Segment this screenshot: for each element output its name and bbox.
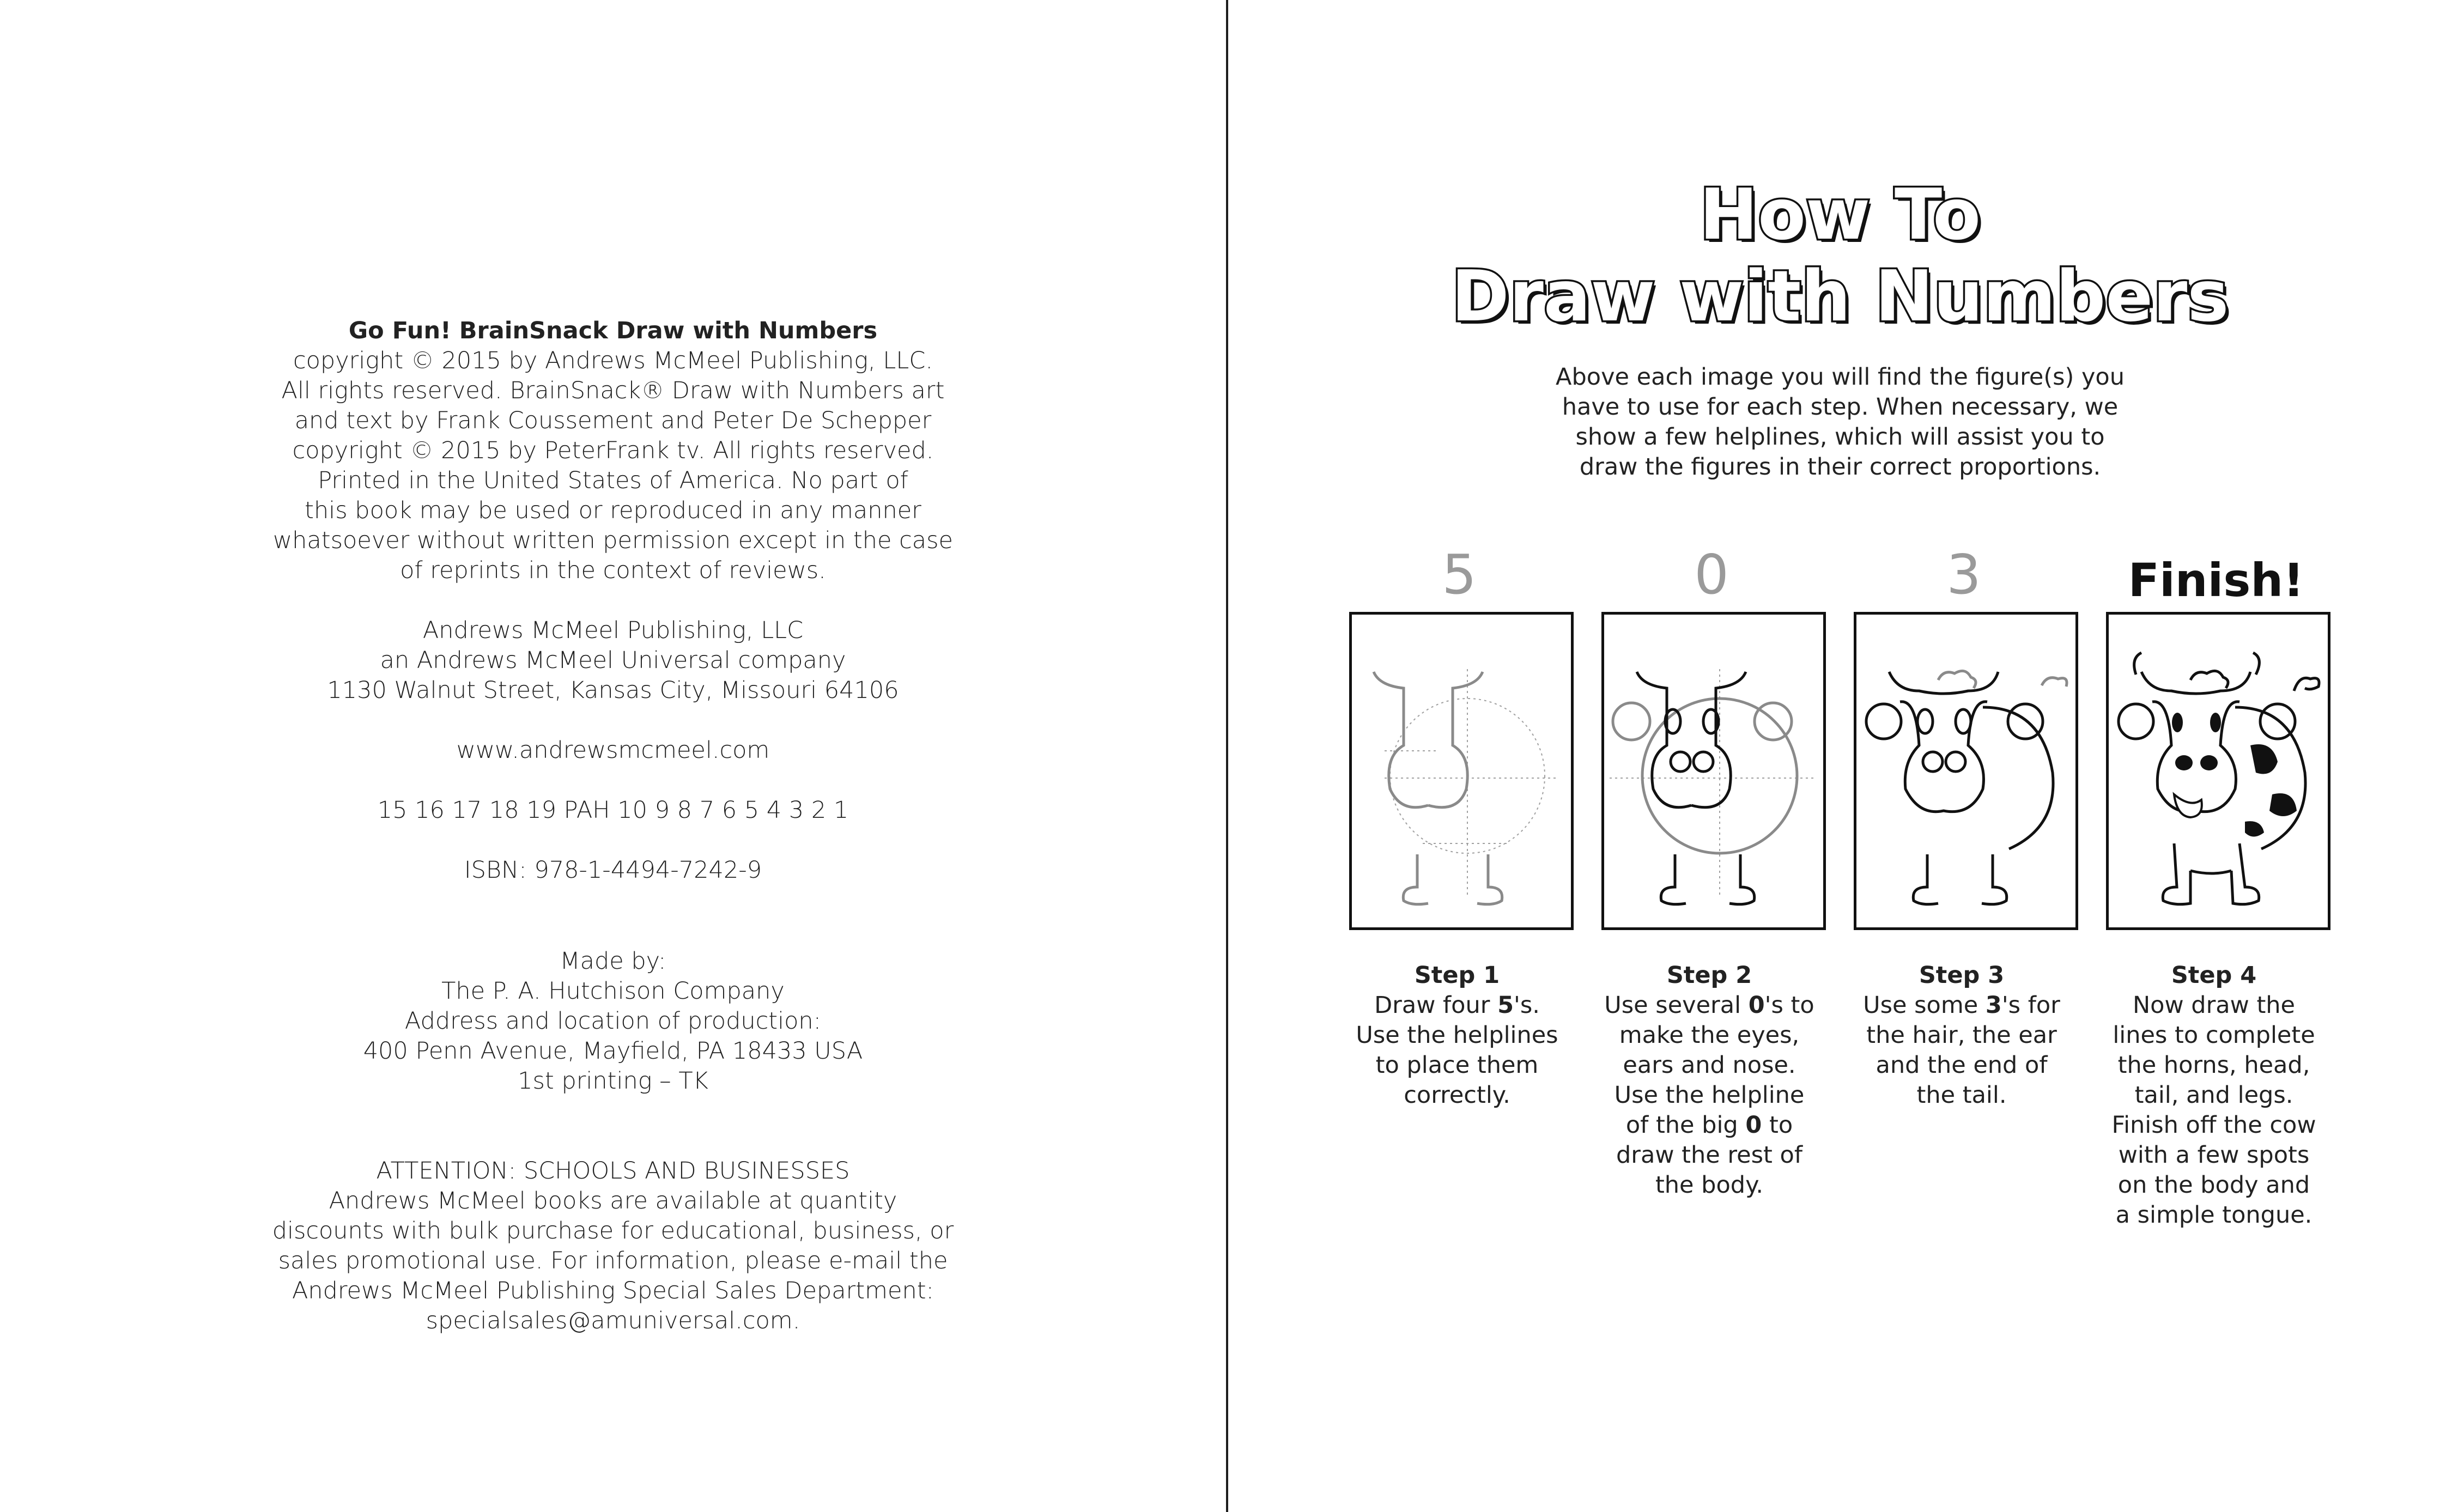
figure-number-emphasis: 3 <box>1985 992 2002 1019</box>
step-1-figure: 5 <box>1442 543 1477 606</box>
right-page <box>1228 0 2452 1512</box>
step-1-caption <box>1340 961 1574 1110</box>
attention-block <box>0 1156 1226 1336</box>
step-caption-line <box>1592 991 1826 1021</box>
copyright-line: of reprints in the context of reviews. <box>400 557 826 584</box>
made-by-line: 1st printing – TK <box>518 1067 708 1095</box>
intro-line: draw the figures in their correct proportions. <box>1579 453 2101 481</box>
caption-text: lines to complete <box>2113 1022 2315 1049</box>
copyright-line: whatsoever without written permission except in the case <box>272 527 953 554</box>
attention-line: sales promotional use. For information, please e-mail the <box>278 1247 948 1274</box>
intro-paragraph <box>1228 362 2452 482</box>
step-caption-line <box>1340 1021 1574 1050</box>
isbn-line: ISBN: 978-1-4494-7242-9 <box>464 857 762 884</box>
cow-tongue <box>2174 794 2202 817</box>
step-caption-line <box>1844 991 2079 1021</box>
step-caption-line <box>1592 1140 1826 1170</box>
step-caption-line <box>1592 1170 1826 1200</box>
step-title: Step 3 <box>1919 962 2005 989</box>
figure-number-emphasis: 0 <box>1748 992 1765 1019</box>
publisher-line: Andrews McMeel Publishing, LLC <box>422 617 804 644</box>
made-by-line: Address and location of production: <box>404 1007 822 1035</box>
publisher-line: an Andrews McMeel Universal company <box>380 647 846 674</box>
step-1-drawing-panel <box>1349 612 1574 930</box>
intro-line: Above each image you will find the figure(s) you <box>1556 363 2125 391</box>
caption-text: a simple tongue. <box>2115 1201 2313 1229</box>
step-caption-line <box>1844 1021 2079 1050</box>
step-caption-line <box>1340 1080 1574 1110</box>
publisher-line: 1130 Walnut Street, Kansas City, Missouri 64106 <box>327 677 899 704</box>
caption-text: 's to <box>1764 992 1814 1019</box>
copyright-line: and text by Frank Coussement and Peter De Schepper <box>294 407 932 434</box>
caption-text: the hair, the ear <box>1866 1022 2057 1049</box>
step-2-figure: 0 <box>1694 543 1729 606</box>
step-caption-line <box>1340 991 1574 1021</box>
intro-line: have to use for each step. When necessary, we <box>1562 393 2119 421</box>
caption-text: the horns, head, <box>2117 1052 2310 1079</box>
page-title-line-1: How To <box>1699 174 1981 256</box>
step-4-caption <box>2097 961 2331 1230</box>
caption-text: Now draw the <box>2132 992 2296 1019</box>
step-caption-line <box>1844 1050 2079 1080</box>
page-title-line-2: Draw with Numbers <box>1451 256 2229 337</box>
attention-line: specialsales@amuniversal.com. <box>426 1307 800 1334</box>
caption-text: Finish off the cow <box>2111 1112 2316 1139</box>
caption-text: on the body and <box>2117 1171 2310 1199</box>
attention-line: Andrews McMeel Publishing Special Sales Department: <box>292 1277 934 1304</box>
step-caption-line <box>2097 1080 2331 1110</box>
figure-number-emphasis: 5 <box>1497 992 1514 1019</box>
copyright-block <box>0 316 1226 586</box>
step-title: Step 2 <box>1666 962 1752 989</box>
copyright-line: Go Fun! BrainSnack Draw with Numbers <box>348 317 878 344</box>
caption-text: make the eyes, <box>1619 1022 1800 1049</box>
copyright-line: copyright © 2015 by Andrews McMeel Publishing, LLC. <box>293 347 933 374</box>
step-3-drawing-panel <box>1854 612 2078 930</box>
caption-text: correctly. <box>1404 1082 1510 1109</box>
cow-step-1-illustration <box>1352 615 1571 927</box>
caption-text: 's for <box>2001 992 2060 1019</box>
step-caption-line <box>2097 1200 2331 1230</box>
caption-text: 's. <box>1514 992 1540 1019</box>
intro-line: show a few helplines, which will assist you to <box>1575 423 2105 451</box>
caption-text: to <box>1762 1112 1793 1139</box>
step-3-caption <box>1844 961 2079 1110</box>
step-title: Step 1 <box>1414 962 1500 989</box>
website-line: www.andrewsmcmeel.com <box>456 737 770 764</box>
step-caption-line <box>2097 1050 2331 1080</box>
caption-text: tail, and legs. <box>2134 1082 2293 1109</box>
caption-text: Draw four <box>1374 992 1498 1019</box>
step-2-drawing-panel <box>1601 612 1826 930</box>
step-caption-line <box>1592 1021 1826 1050</box>
made-by-line: Made by: <box>560 948 666 975</box>
cow-step-3-illustration <box>1856 615 2075 927</box>
copyright-line: this book may be used or reproduced in any manner <box>305 497 921 524</box>
copyright-line: copyright © 2015 by PeterFrank tv. All rights reserved. <box>292 437 934 464</box>
caption-text: the body. <box>1655 1171 1764 1199</box>
made-by-line: The P. A. Hutchison Company <box>441 977 785 1005</box>
step-4-drawing-panel <box>2106 612 2330 930</box>
caption-text: the tail. <box>1916 1082 2007 1109</box>
made-by-block <box>0 946 1226 1096</box>
cow-step-2-illustration <box>1604 615 1823 927</box>
printing-line: 15 16 17 18 19 PAH 10 9 8 7 6 5 4 3 2 1 <box>377 797 849 824</box>
caption-text: to place them <box>1375 1052 1539 1079</box>
step-4-finish-label: Finish! <box>2128 554 2304 607</box>
step-2-caption <box>1592 961 1826 1200</box>
caption-text: of the big <box>1625 1112 1746 1139</box>
caption-text: with a few spots <box>2118 1141 2310 1169</box>
attention-line: Andrews McMeel books are available at quantity <box>329 1187 897 1215</box>
step-caption-line <box>2097 1021 2331 1050</box>
caption-text: Use the helplines <box>1356 1022 1558 1049</box>
step-3-figure: 3 <box>1946 543 1981 606</box>
step-caption-line <box>2097 991 2331 1021</box>
attention-line: discounts with bulk purchase for educational, business, or <box>272 1217 954 1244</box>
step-caption-line <box>1340 1050 1574 1080</box>
step-caption-line <box>2097 1110 2331 1140</box>
made-by-line: 400 Penn Avenue, Mayfield, PA 18433 USA <box>363 1037 863 1065</box>
step-caption-line <box>1592 1110 1826 1140</box>
step-caption-line <box>1592 1050 1826 1080</box>
caption-text: Use some <box>1863 992 1986 1019</box>
copyright-line: Printed in the United States of America. No part of <box>318 467 908 494</box>
caption-text: Use several <box>1604 992 1749 1019</box>
caption-text: draw the rest of <box>1616 1141 1802 1169</box>
cow-finished-illustration <box>2109 615 2328 927</box>
caption-text: and the end of <box>1876 1052 2048 1079</box>
figure-number-emphasis: 0 <box>1745 1112 1762 1139</box>
copyright-line: All rights reserved. BrainSnack® Draw with Numbers art <box>281 377 945 404</box>
step-caption-line <box>1844 1080 2079 1110</box>
caption-text: ears and nose. <box>1623 1052 1796 1079</box>
step-caption-line <box>2097 1170 2331 1200</box>
step-caption-line <box>2097 1140 2331 1170</box>
caption-text: Use the helpline <box>1614 1082 1805 1109</box>
step-caption-line <box>1592 1080 1826 1110</box>
attention-line: ATTENTION: SCHOOLS AND BUSINESSES <box>376 1157 850 1185</box>
step-title: Step 4 <box>2171 962 2257 989</box>
publisher-block <box>0 616 1226 706</box>
